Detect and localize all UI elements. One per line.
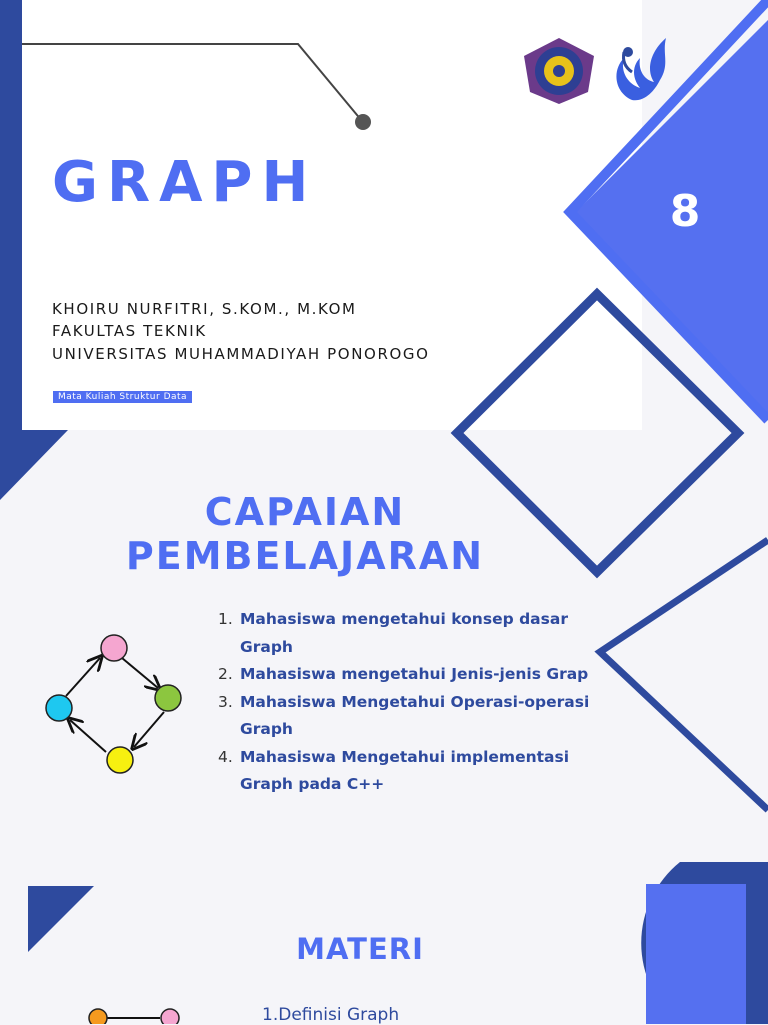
list-item: 3. Mahasiswa Mengetahui Operasi-operasi Graph [218, 692, 590, 738]
small-graph-icon [80, 1000, 190, 1024]
graph-node [101, 635, 127, 661]
graph-node [107, 747, 133, 773]
author-name: KHOIRU NURFITRI, S.KOM., M.KOM [52, 300, 357, 318]
section-title-line-1: CAPAIAN [204, 490, 406, 534]
faculty-name: FAKULTAS TEKNIK [52, 322, 207, 340]
course-badge: Mata Kuliah Struktur Data [53, 391, 192, 403]
decorative-triangle [28, 886, 94, 952]
graph-node [46, 695, 72, 721]
chapter-number: 8 [669, 186, 701, 237]
bird-logo-icon [610, 30, 674, 106]
materi-title: MATERI [296, 932, 424, 966]
section-title-line-2: PEMBELAJARAN [125, 534, 485, 578]
list-item: 4. Mahasiswa Mengetahui implementasi Graph pada C++ [218, 747, 570, 793]
connector-line [22, 0, 382, 140]
list-item: 2. Mahasiswa mengetahui Jenis-jenis Grap [218, 665, 589, 683]
objectives-list [218, 606, 598, 799]
university-name: UNIVERSITAS MUHAMMADIYAH PONOROGO [52, 345, 430, 363]
university-seal-icon [522, 36, 596, 106]
section-title [80, 490, 530, 578]
list-item: 1. Mahasiswa mengetahui konsep dasar Graph [218, 610, 568, 656]
graph-diagram-icon [30, 622, 200, 782]
graph-node [155, 685, 181, 711]
materi-list-item: 1.Definisi Graph [262, 1005, 400, 1025]
page-title: GRAPH [52, 150, 318, 215]
